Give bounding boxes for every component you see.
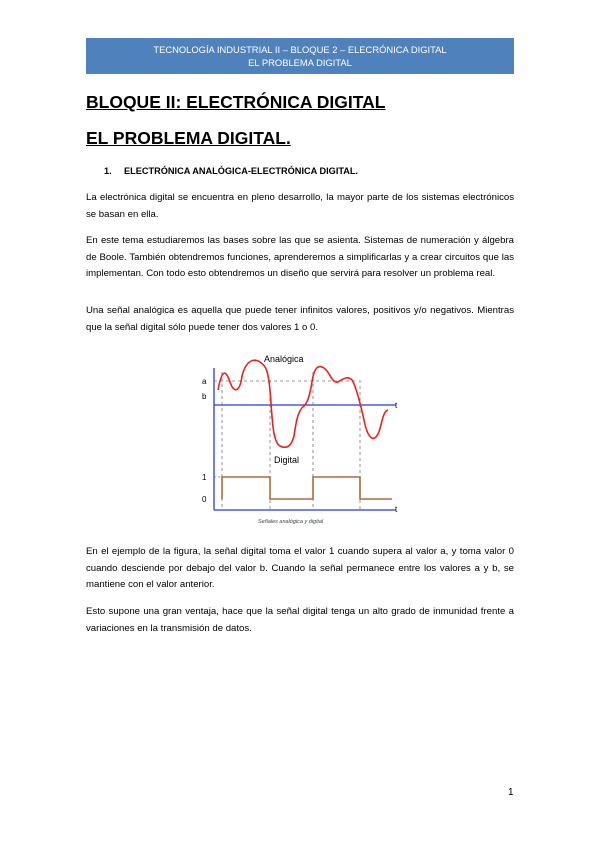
signal-figure — [196, 350, 406, 533]
figure-caption: Señales analógica y digital — [258, 519, 324, 525]
section-title: ELECTRÓNICA ANALÓGICA-ELECTRÓNICA DIGITAL. — [124, 166, 359, 176]
signal-diagram — [196, 350, 406, 528]
paragraph-1: La electrónica digital se encuentra en pleno desarrollo, la mayor parte de los sistemas electrónicos se basan en ella. — [86, 192, 514, 220]
paragraph-4: En el ejemplo de la figura, la señal digital toma el valor 1 cuando supera al valor a, y toma valor 0 cuando desciende por debajo del valor b. Cuando la señal permanece entre los valores a y b, se mantiene con el valor anterior. — [86, 546, 514, 591]
page-title: BLOQUE II: ELECTRÓNICA DIGITAL — [86, 92, 386, 112]
digital-signal-wave — [222, 477, 392, 499]
section-heading — [104, 166, 358, 176]
one-label: 1 — [202, 473, 207, 482]
analog-signal-curve — [218, 360, 388, 447]
page-number: 1 — [508, 787, 514, 798]
t-label-analog: t — [395, 401, 398, 410]
running-header — [86, 38, 514, 74]
digital-label: Digital — [274, 455, 300, 465]
analog-label: Analógica — [264, 354, 304, 364]
b-label: b — [202, 392, 207, 401]
section-number: 1. — [104, 166, 112, 176]
paragraph-2: En este tema estudiaremos las bases sobre las que se asienta. Sistemas de numeración y álgebra de Boole. También obtendremos funciones, aprenderemos a simplificarlas y a crear circuitos que las implementan. Con todo esto obtendremos un diseño que servirá para resolver un problema real. — [86, 235, 514, 280]
zero-label: 0 — [202, 495, 207, 504]
page-subtitle: EL PROBLEMA DIGITAL. — [86, 128, 291, 148]
header-line-1: TECNOLOGÍA INDUSTRIAL II – BLOQUE 2 – ELECRÓNICA DIGITAL — [153, 44, 447, 55]
a-label: a — [202, 377, 207, 386]
paragraph-5: Esto supone una gran ventaja, hace que la señal digital tenga un alto grado de inmunidad frente a variaciones en la transmisión de datos. — [86, 606, 514, 634]
paragraph-3: Una señal analógica es aquella que puede tener infinitos valores, positivos y/o negativos. Mientras que la señal digital sólo puede tener dos valores 1 o 0. — [86, 305, 514, 333]
header-line-2: EL PROBLEMA DIGITAL — [248, 57, 352, 68]
t-label-digital: t — [395, 505, 398, 514]
